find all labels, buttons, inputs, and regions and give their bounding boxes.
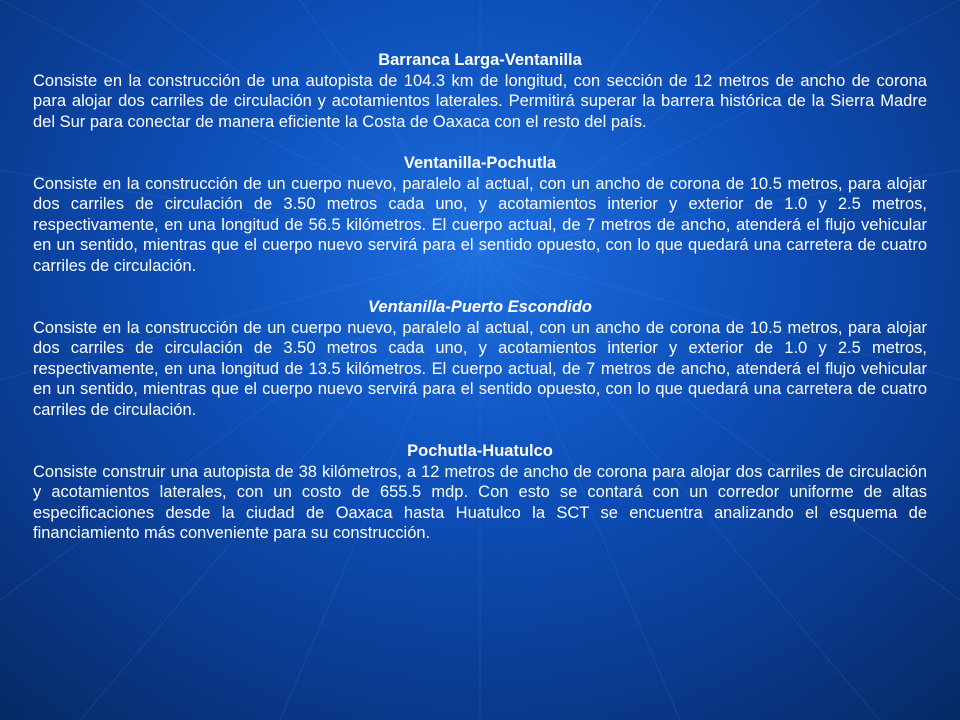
section-title: Barranca Larga-Ventanilla (378, 51, 582, 69)
section-title: Pochutla-Huatulco (407, 442, 553, 460)
section-barranca-larga-ventanilla (33, 50, 927, 132)
section-body: Consiste construir una autopista de 38 kilómetros, a 12 metros de ancho de corona para alojar dos carriles de circulación y acotamientos laterales, con un costo de 655.5 mdp. Con esto se contará con un corredor uniforme de altas especificaciones desde la ciudad de Oaxaca hasta Huatulco la SCT se encuentra analizando el esquema de financiamiento más conveniente para su construcción. (33, 462, 927, 542)
section-ventanilla-puerto-escondido (33, 297, 927, 420)
section-body: Consiste en la construcción de un cuerpo nuevo, paralelo al actual, con un ancho de corona de 10.5 metros, para alojar dos carriles de circulación de 3.50 metros cada uno, y acotamientos interior y exterior de 1.0 y 2.5 metros, respectivamente, en una longitud de 56.5 kilómetros. El cuerpo actual, de 7 metros de ancho, atenderá el flujo vehicular en un sentido, mientras que el cuerpo nuevo servirá para el sentido opuesto, con lo que quedará una carretera de cuatro carriles de circulación. (33, 174, 927, 275)
section-title: Ventanilla-Puerto Escondido (368, 298, 592, 316)
section-ventanilla-pochutla (33, 153, 927, 276)
section-body: Consiste en la construcción de una autopista de 104.3 km de longitud, con sección de 12 metros de ancho de corona para alojar dos carriles de circulación y acotamientos laterales. Permitirá superar la barrera histórica de la Sierra Madre del Sur para conectar de manera eficiente la Costa de Oaxaca con el resto del país. (33, 71, 927, 131)
slide-content (33, 50, 927, 565)
section-title: Ventanilla-Pochutla (403, 154, 557, 172)
section-pochutla-huatulco (33, 441, 927, 544)
section-body: Consiste en la construcción de un cuerpo nuevo, paralelo al actual, con un ancho de corona de 10.5 metros, para alojar dos carriles de circulación de 3.50 metros cada uno, y acotamientos interior y exterior de 1.0 y 2.5 metros, respectivamente, en una longitud de 13.5 kilómetros. El cuerpo actual, de 7 metros de ancho, atenderá el flujo vehicular en un sentido, mientras que el cuerpo nuevo servirá para el sentido opuesto, con lo que quedará una carretera de cuatro carriles de circulación. (33, 318, 927, 419)
